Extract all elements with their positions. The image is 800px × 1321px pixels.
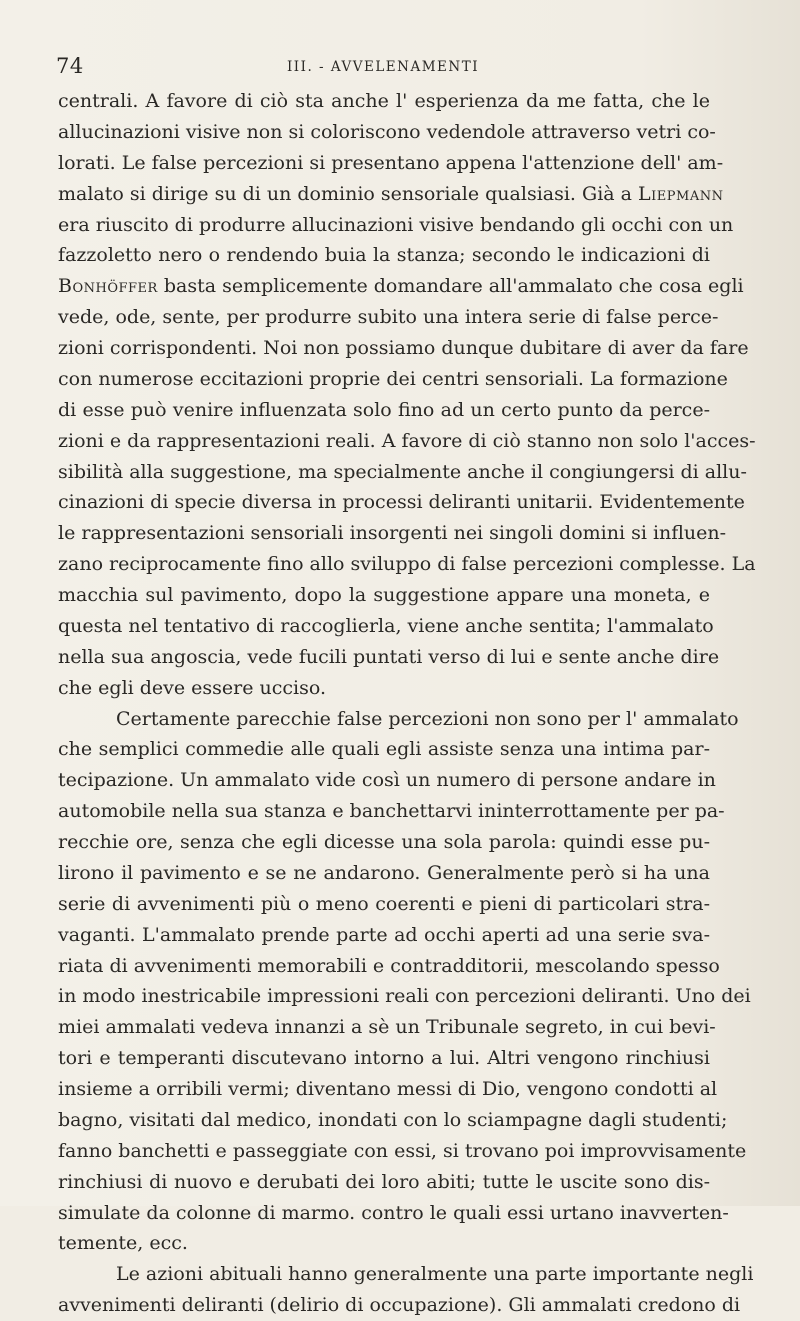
text-line <box>58 1228 710 1259</box>
text-segment: Certamente parecchie false percezioni non sono per l' ammalato <box>116 707 739 730</box>
text-segment: malato si dirige su di un dominio sensoriale qualsiasi. Già a <box>58 182 639 205</box>
text-line <box>58 148 724 179</box>
text-segment: in modo inestricabile impressioni reali con percezioni deliranti. Uno dei <box>58 985 751 1008</box>
text-segment: fanno banchetti e passeggiate con essi, si trovano poi improvvisamente <box>58 1139 747 1162</box>
text-line <box>58 271 744 302</box>
text-segment: rinchiusi di nuovo e derubati dei loro abiti; tutte le uscite sono dis- <box>58 1170 710 1193</box>
text-segment: zano reciprocamente fino allo sviluppo di false percezioni complesse. La <box>58 553 756 576</box>
text-line <box>58 1290 741 1321</box>
text-line <box>58 1043 710 1074</box>
text-segment: macchia sul pavimento, dopo la suggestione appare una moneta, e <box>58 584 710 606</box>
text-line <box>58 426 756 457</box>
text-segment: cinazioni di specie diversa in processi deliranti unitarii. Evidentemente <box>58 491 745 514</box>
text-line <box>58 1012 716 1043</box>
text-line <box>58 364 728 395</box>
text-line <box>58 117 716 148</box>
text-segment: centrali. A favore di ciò sta anche l' esperienza da me fatta, che le <box>58 90 710 112</box>
text-line <box>58 1198 729 1229</box>
running-head: III. - AVVELENAMENTI <box>286 59 480 75</box>
text-segment: tecipazione. Un ammalato vide così un numero di persone andare in <box>58 769 716 792</box>
text-line <box>58 86 710 117</box>
text-segment: basta semplicemente domandare all'ammalato che cosa egli <box>157 275 744 298</box>
text-line <box>58 611 714 642</box>
text-line <box>58 673 710 704</box>
text-line <box>58 302 719 333</box>
text-segment: nella sua angoscia, vede fucili puntati verso di lui e sente anche dire <box>58 645 720 668</box>
text-line <box>58 210 734 241</box>
text-line <box>58 734 710 765</box>
text-line <box>58 951 720 982</box>
text-segment: tori e temperanti discutevano intorno a lui. Altri vengono rinchiusi <box>58 1047 710 1070</box>
text-line <box>58 920 710 951</box>
text-line <box>58 765 716 796</box>
text-segment: allucinazioni visive non si coloriscono vedendole attraverso vetri co- <box>58 120 716 143</box>
text-segment: zioni e da rappresentazioni reali. A favore di ciò stanno non solo l'acces- <box>58 429 756 452</box>
text-segment: bagno, visitati dal medico, inondati con lo sciampagne dagli studenti; <box>58 1108 728 1131</box>
text-segment: che semplici commedie alle quali egli assiste senza una intima par- <box>58 738 710 761</box>
text-segment: questa nel tentativo di raccoglierla, viene anche sentita; l'ammalato <box>58 614 714 637</box>
text-segment: zioni corrispondenti. Noi non possiamo dunque dubitare di aver da fare <box>58 337 749 359</box>
text-line <box>58 889 710 920</box>
text-line <box>58 704 739 735</box>
text-segment: temente, ecc. <box>58 1232 188 1255</box>
text-line <box>58 1074 718 1105</box>
text-segment: riata di avvenimenti memorabili e contradditorii, mescolando spesso <box>58 954 720 977</box>
text-line <box>58 549 756 580</box>
page-number: 74 <box>56 54 84 78</box>
text-segment: che egli deve essere ucciso. <box>58 676 327 699</box>
text-line <box>58 1259 754 1290</box>
text-line <box>58 642 720 673</box>
text-segment: con numerose eccitazioni proprie dei centri sensoriali. La formazione <box>58 367 728 390</box>
text-segment: miei ammalati vedeva innanzi a sè un Tribunale segreto, in cui bevi- <box>58 1016 716 1039</box>
text-segment: vede, ode, sente, per produrre subito una intera serie di false perce- <box>58 306 719 329</box>
text-line <box>58 395 710 426</box>
text-segment: lirono il pavimento e se ne andarono. Generalmente però si ha una <box>58 861 710 884</box>
author-name: Bonhöffer <box>58 275 158 298</box>
text-segment: lorati. Le false percezioni si presentano appena l'attenzione dell' am- <box>58 151 724 174</box>
text-segment: avvenimenti deliranti (delirio di occupazione). Gli ammalati credono di <box>58 1294 741 1317</box>
text-line <box>58 240 710 271</box>
text-line <box>58 1136 747 1167</box>
text-segment: di esse può venire influenzata solo fino ad un certo punto da perce- <box>58 398 710 421</box>
text-line <box>58 179 724 210</box>
text-segment: Le azioni abituali hanno generalmente una parte importante negli <box>116 1263 754 1286</box>
text-line <box>58 1105 728 1136</box>
text-segment: vaganti. L'ammalato prende parte ad occhi aperti ad una serie sva- <box>58 923 710 946</box>
text-line <box>58 487 745 518</box>
text-line <box>58 827 710 858</box>
text-segment: simulate da colonne di marmo. contro le quali essi urtano inavverten- <box>58 1201 729 1224</box>
text-line <box>58 518 727 549</box>
text-line <box>58 1167 710 1198</box>
page-header <box>56 54 710 84</box>
text-segment: automobile nella sua stanza e banchettarvi ininterrottamente per pa- <box>58 800 725 823</box>
text-segment: recchie ore, senza che egli dicesse una sola parola: quindi esse pu- <box>58 831 710 853</box>
text-line <box>58 580 710 611</box>
text-line <box>58 981 751 1012</box>
text-line <box>58 457 747 488</box>
text-line <box>58 333 749 364</box>
text-segment: insieme a orribili vermi; diventano messi di Dio, vengono condotti al <box>58 1078 718 1100</box>
body-text <box>58 86 756 1321</box>
text-line <box>58 796 725 827</box>
text-segment: le rappresentazioni sensoriali insorgenti nei singoli domini si influen- <box>58 522 727 545</box>
text-segment: fazzoletto nero o rendendo buia la stanza; secondo le indicazioni di <box>58 244 710 267</box>
author-name: Liepmann <box>638 182 724 205</box>
text-line <box>58 858 710 889</box>
text-segment: era riuscito di produrre allucinazioni visive bendando gli occhi con un <box>58 213 734 236</box>
text-segment: serie di avvenimenti più o meno coerenti e pieni di particolari stra- <box>58 892 710 915</box>
text-segment: sibilità alla suggestione, ma specialmente anche il congiungersi di allu- <box>58 460 747 483</box>
